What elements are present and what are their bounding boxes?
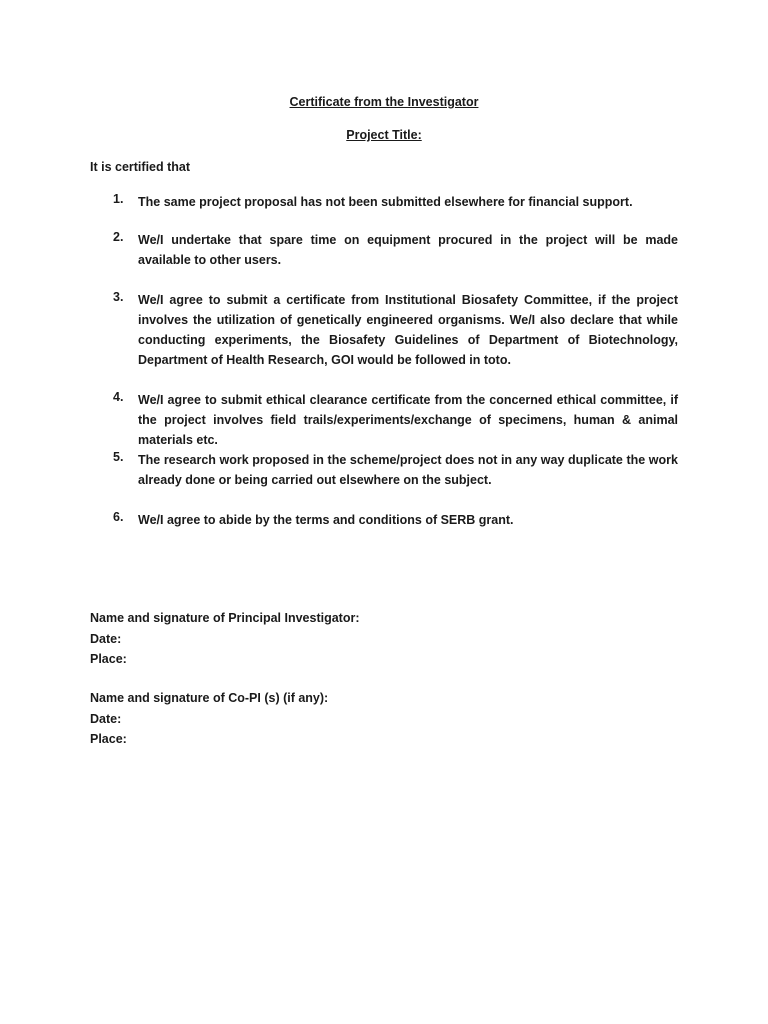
list-item-text: We/I agree to abide by the terms and conditions of SERB grant. — [138, 513, 514, 527]
pi-signature-label: Name and signature of Principal Investigator: — [90, 611, 360, 625]
intro-text: It is certified that — [90, 160, 191, 174]
list-item-text: The same project proposal has not been submitted elsewhere for financial support. — [138, 195, 633, 209]
list-item-number: 5. — [113, 450, 124, 464]
pi-place-label: Place: — [90, 652, 127, 666]
list-item-number: 6. — [113, 510, 124, 524]
list-item-text: We/I agree to submit a certificate from Institutional Biosafety Committee, if the project involves the utilization of genetically engineered organisms. We/I also declare that while conducting experiments, the Biosafety Guidelines of Department of Biotechnology, Department of Health Research, GOI would be followed in toto. — [138, 293, 678, 367]
list-item-number: 3. — [113, 290, 124, 304]
project-title-label: Project Title: — [346, 128, 422, 142]
copi-place-label: Place: — [90, 732, 127, 746]
copi-date-label: Date: — [90, 711, 122, 726]
document-title: Certificate from the Investigator — [289, 95, 479, 109]
pi-date-label: Date: — [90, 631, 122, 646]
list-item-number: 4. — [113, 390, 124, 404]
list-item-number: 2. — [113, 230, 124, 244]
list-item-number: 1. — [113, 192, 124, 206]
list-item-text: We/I undertake that spare time on equipment procured in the project will be made available to other users. — [138, 233, 678, 267]
pi-signature-block — [90, 608, 360, 670]
copi-signature-label: Name and signature of Co-PI (s) (if any): — [90, 691, 329, 705]
list-item-text: The research work proposed in the scheme/project does not in any way duplicate the work already done or being carried out elsewhere on the subject. — [138, 453, 678, 487]
list-item-text: We/I agree to submit ethical clearance certificate from the concerned ethical committee, if the project involves field trails/experiments/exchange of specimens, human & animal materials etc. — [138, 393, 678, 447]
copi-signature-block — [90, 688, 328, 750]
